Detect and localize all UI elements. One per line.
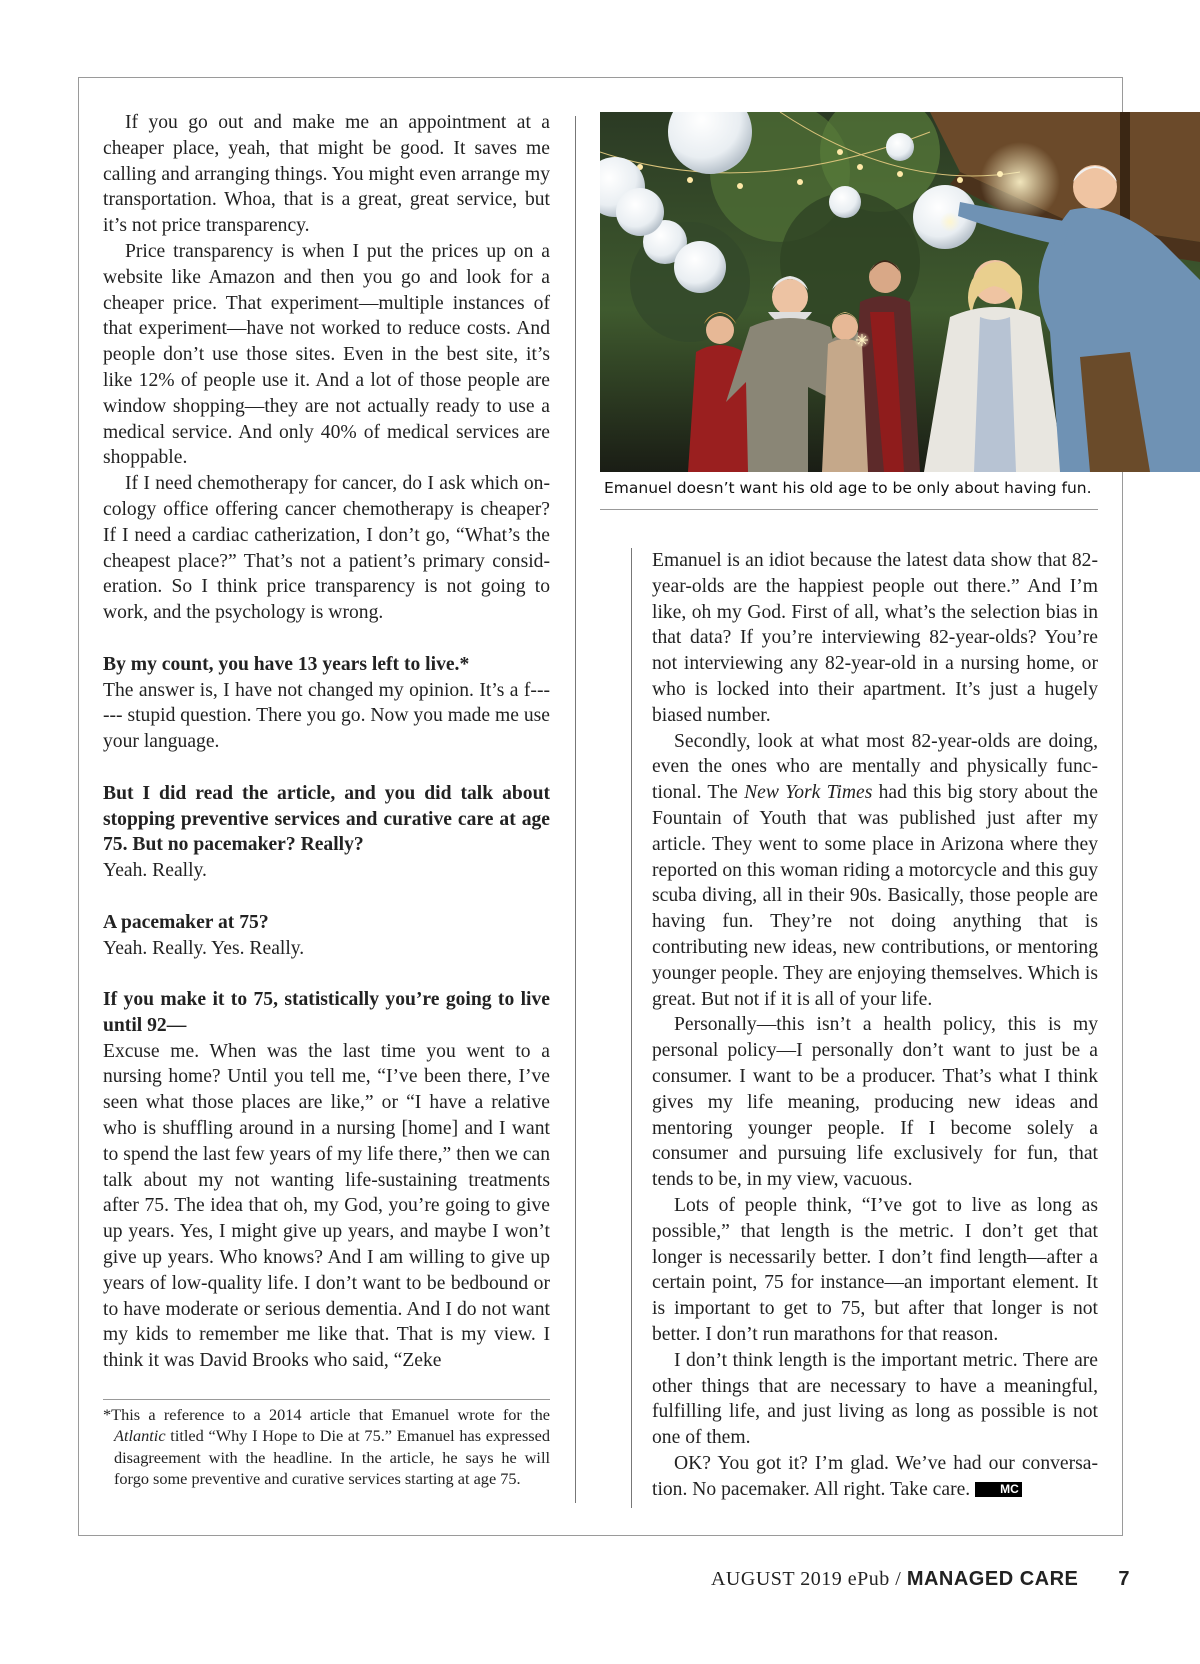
body-text: had this big story about the Fountain of Youth that was published just after my article. They went to some place in Arizona where they reported on this woman riding a motorcycle and this guy scuba diving, all in their 90s. Basically, those people are having fun. They’re not doing anything that is contributing new ideas, new contributions, or mentoring younger people. They are enjoying themselves. Which is great. But not if it is all of your life. xyxy=(652,782,1098,1010)
footnote xyxy=(103,1404,550,1490)
interview-answer: Excuse me. When was the last time you went to a nursing home? Until you tell me, “I’ve been there, I’ve seen what those places are like,” or “I have a relative who is shuffling around in a nursing [home] and I want to spend the last few years of my life there,” then we can talk about my not wanting life-sustaining treatments after 75. The idea that oh, my God, you’re going to give up years. Yes, I might give up years, and maybe I won’t give up years. Who knows? And I am willing to give up years of low-quality life. I don’t want to be bedbound or to have moderate or serious dementia. And I do not want my kids to remember me like that. That is my view. I think it was David Brooks who said, “Zeke xyxy=(103,1040,550,1372)
party-photo xyxy=(600,112,1200,472)
interview-answer: Yeah. Really. xyxy=(103,860,207,882)
left-column xyxy=(103,110,550,1374)
body-text: OK? You got it? I’m glad. We’ve had our conversation. No pacemaker. All right. Take care. xyxy=(652,1452,1098,1500)
interview-question: By my count, you have 13 years left to live.* xyxy=(103,653,470,675)
body-paragraph: I don’t think length is the important metric. There are other things that are necessary to have a meaningful, fulfilling life, and just living as long as possible is not one of them. xyxy=(652,1349,1098,1449)
interview-question: But I did read the article, and you did talk about stopping preventive services and curative care at age 75. But no pacemaker? Really? xyxy=(103,782,550,856)
interview-question: If you make it to 75, statistically you’re going to live until 92— xyxy=(103,989,550,1036)
interview-question: A pacemaker at 75? xyxy=(103,911,269,933)
body-paragraph: Emanuel is an idiot because the latest data show that 82-year-olds are the happiest people out there.” And I’m like, oh my God. First of all, what’s the selection bias in that data? If you’re interviewing 82-year-olds? You’re not interviewing any 82-year-old in a nursing home, or who is locked into their apartment. It’s just a hugely biased number. xyxy=(652,550,1098,726)
caption-rule xyxy=(600,509,1098,510)
body-paragraph: If you go out and make me an appointment at a cheaper place, yeah, that might be good. It saves me calling and arranging things. You might even arrange my transportation. Whoa, that is a great, great service, but it’s not price transparency. xyxy=(103,112,550,237)
folio-separator: / xyxy=(895,1568,902,1590)
body-paragraph: Price transparency is when I put the prices up on a website like Amazon and then you go and look for a cheaper price. That experiment—multiple instances of that experiment—have not worked to reduce costs. And people don’t use those sites. Even in the best site, it’s like 12% of people use it. And a lot of those people are window shopping—they are not actually ready to use a medical service. And only 40% of medical services are shoppable. xyxy=(103,240,550,469)
publication-name: New York Times xyxy=(744,782,873,804)
column-divider xyxy=(631,548,632,1508)
issue-label: AUGUST 2019 ePub xyxy=(710,1568,890,1590)
body-paragraph xyxy=(652,1451,1098,1503)
body-paragraph: Personally—this isn’t a health policy, this is my personal policy—I personally don’t want to just be a consumer. I want to be a producer. That’s what I think gives my life meaning, producing new ideas and mentoring younger people. If I become solely a consumer and pursuing life exclusively for fun, that tends to be, in my view, vacuous. xyxy=(652,1014,1098,1191)
photo-caption: Emanuel doesn’t want his old age to be only about having fun. xyxy=(604,479,1092,497)
party-photo-illustration xyxy=(600,112,1200,472)
end-mark-badge: MC xyxy=(975,1482,1022,1497)
footnote-text: titled “Why I Hope to Die at 75.” Emanuel has expressed disagreement with the headline. In the article, he says he will forgo some preventive and curative services starting at age 75. xyxy=(114,1426,550,1489)
footnote-rule xyxy=(103,1399,550,1400)
interview-answer: Yeah. Really. Yes. Really. xyxy=(103,937,305,959)
right-column xyxy=(652,548,1098,1502)
interview-answer: The answer is, I have not changed my opinion. It’s a f------ stupid question. There you go. Now you made me use your language. xyxy=(103,679,550,753)
body-paragraph: If I need chemotherapy for cancer, do I ask which oncology office offering cancer chemotherapy is cheaper? If I need a cardiac catherization, I don’t go, “What’s the cheapest place?” That’s not a patient’s primary consideration. So I think price transparency is not going to work, and the psychology is wrong. xyxy=(103,473,550,624)
magazine-name: MANAGED CARE xyxy=(906,1568,1079,1590)
body-paragraph xyxy=(652,729,1098,1013)
body-text: Secondly, look at what most 82-year-olds are doing, even the ones who are mentally and physically functional. The xyxy=(652,730,1098,804)
footnote-text: *This a reference to a 2014 article that Emanuel wrote for the xyxy=(103,1405,550,1424)
body-paragraph: Lots of people think, “I’ve got to live as long as possible,” that length is the metric. I don’t get that longer is necessarily better. I don’t find length—after a certain point, 75 for instance—an important element. It is important to get to 75, but after that longer is not better. I don’t run marathons for that reason. xyxy=(652,1194,1098,1345)
page-folio xyxy=(711,1568,1130,1591)
column-divider xyxy=(575,116,576,1503)
page-number: 7 xyxy=(1118,1568,1130,1590)
footnote-publication: Atlantic xyxy=(114,1426,166,1446)
